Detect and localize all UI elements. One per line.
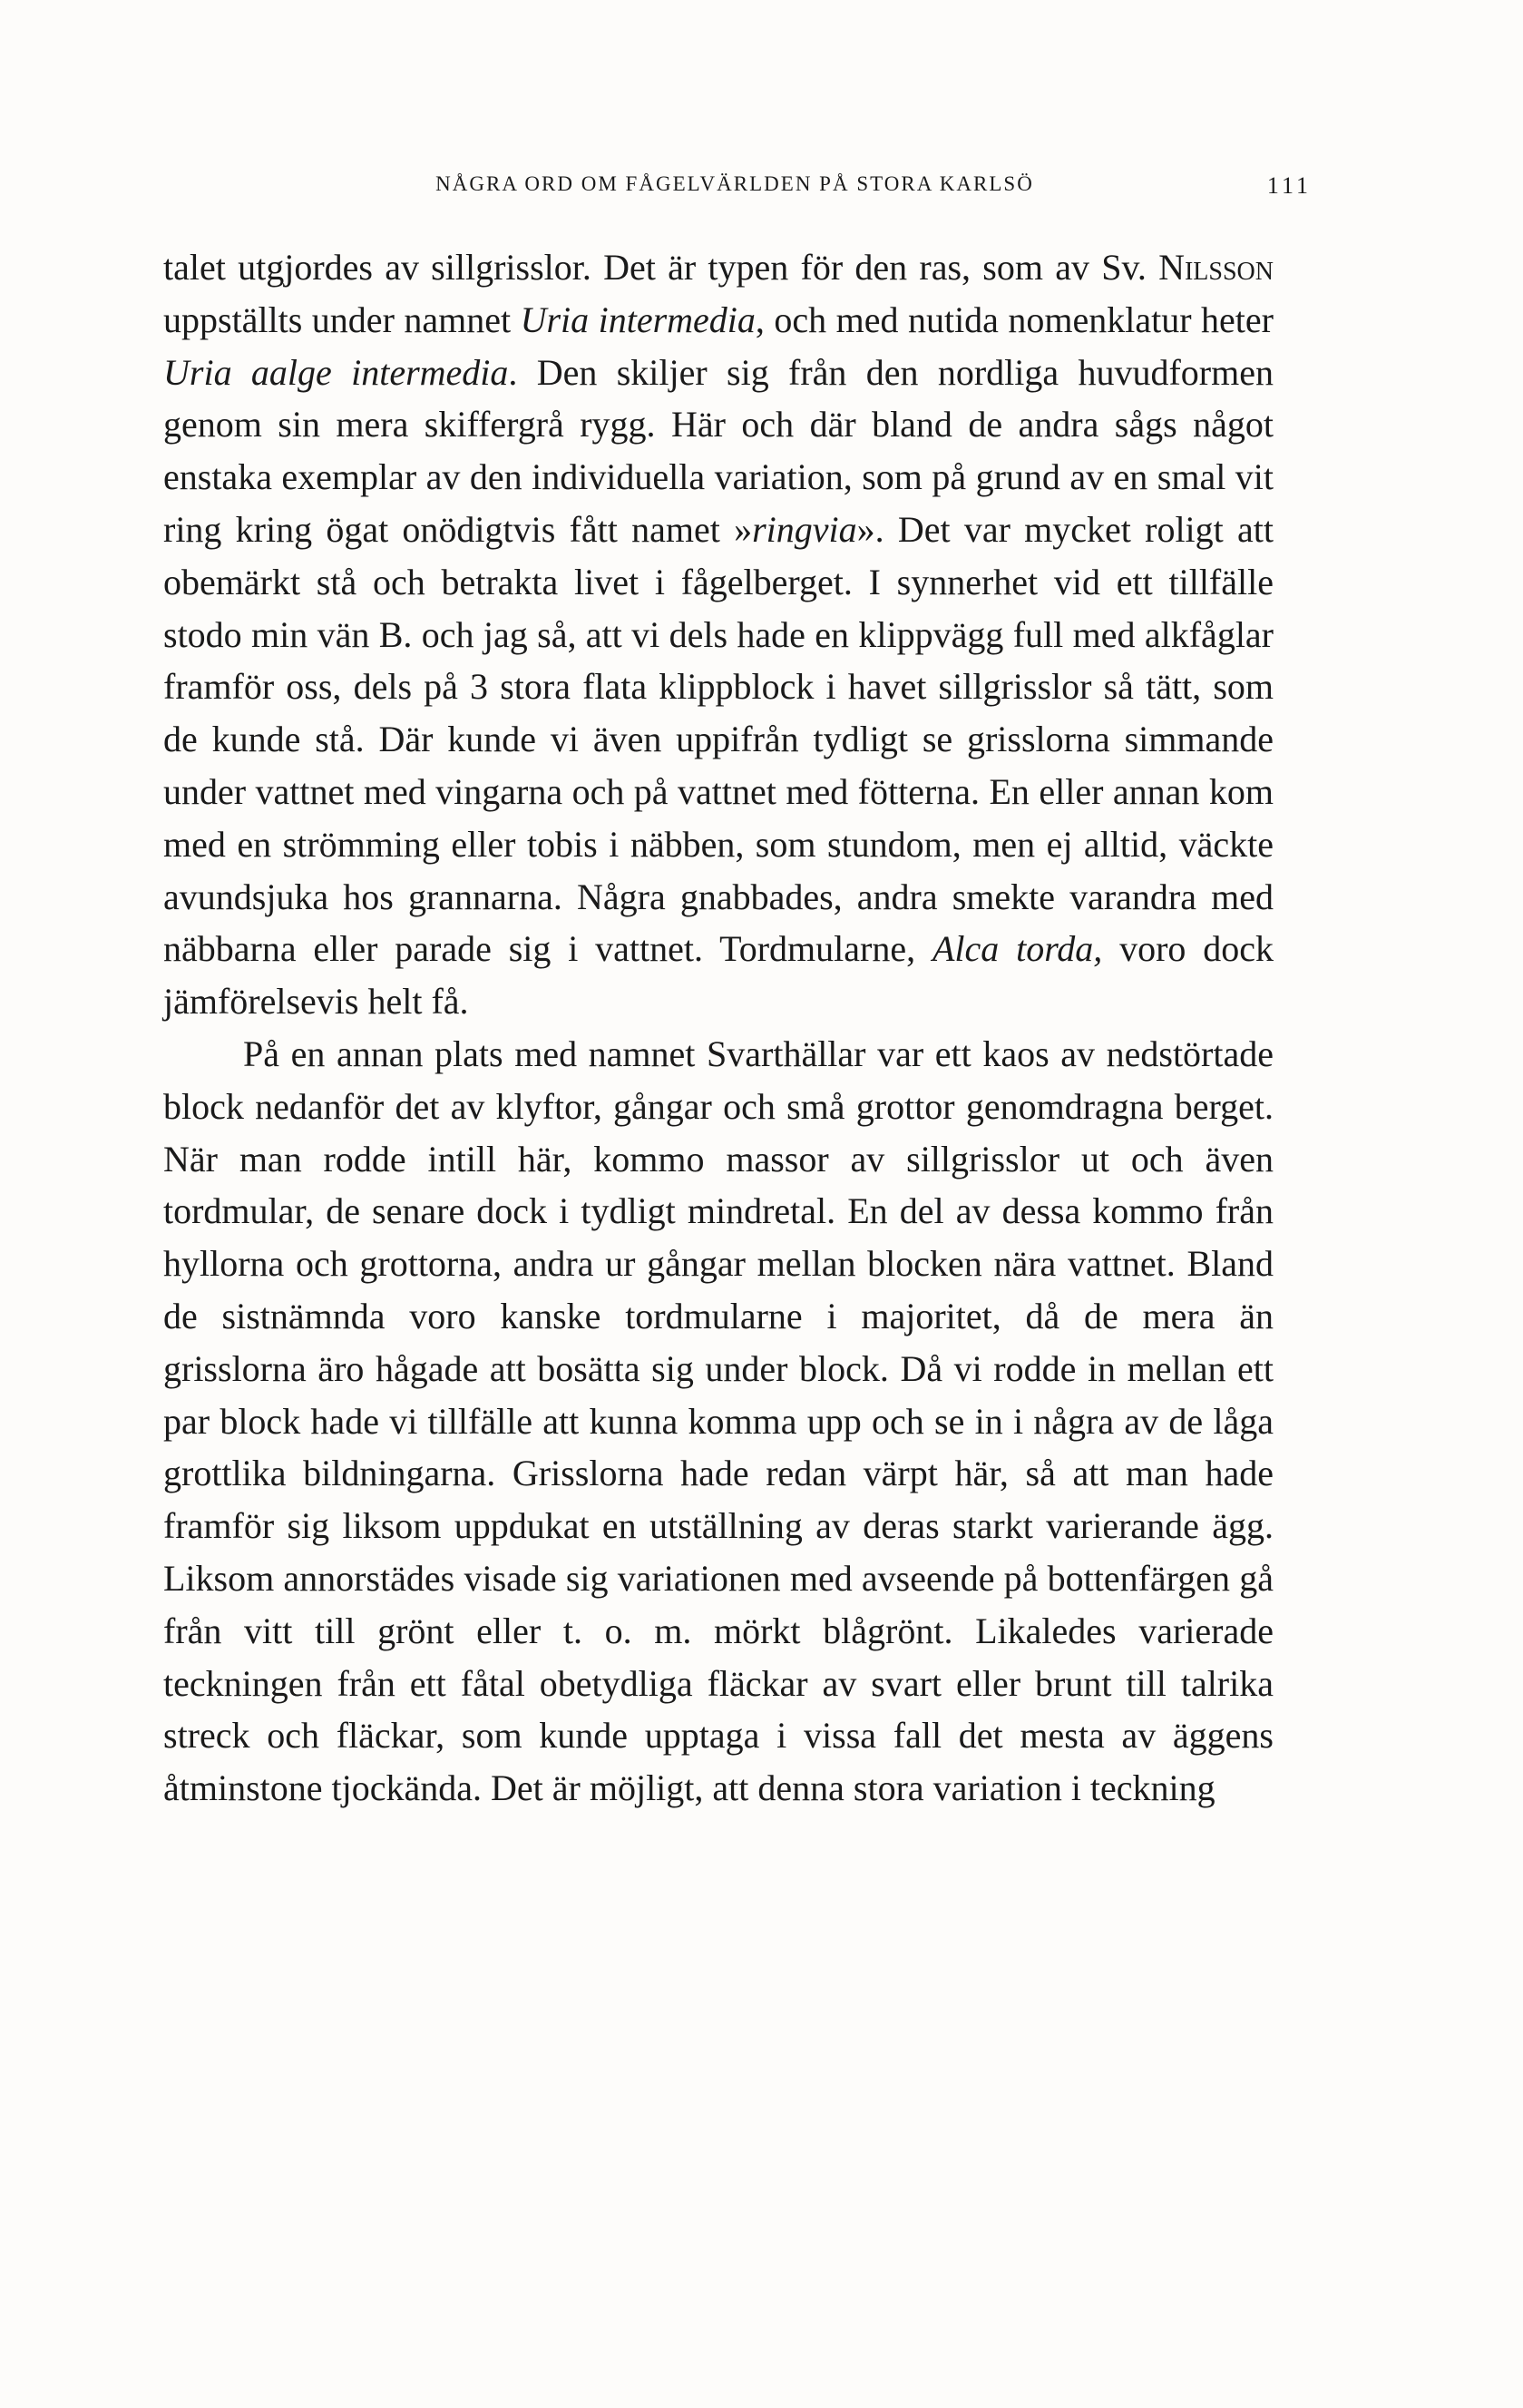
taxon-name: Alca torda, [932, 928, 1103, 970]
paragraph-1-text-a: talet utgjordes av sillgrisslor. Det är typen för den ras, som av Sv. [163, 247, 1159, 288]
body-text [163, 241, 1274, 1815]
running-title: NÅGRA ORD OM FÅGELVÄRLDEN PÅ STORA KARLSÖ [435, 172, 1034, 195]
paragraph-1-text-c: , och med nutida nomenklatur heter [755, 299, 1274, 340]
running-head [163, 172, 1312, 209]
paragraph-1 [163, 241, 1274, 1028]
author-name: Nilsson [1158, 247, 1274, 288]
taxon-name: Uria aalge intermedia [163, 351, 509, 393]
page-number: 111 [1266, 172, 1312, 199]
taxon-name: Uria intermedia [520, 299, 756, 340]
paragraph-1-text-d: . Den skiljer sig från den nordliga huvudformen genom sin mera skiffergrå rygg. Här och där bland de andra sågs något enstaka exemplar av den individuella variation, som på grund av en smal vit ring kring ögat onödigtvis fått namet » [163, 351, 1274, 550]
paragraph-2: På en annan plats med namnet Svarthällar var ett kaos av nedstörtade block nedanför det av klyftor, gångar och små grottor genomdragna berget. När man rodde intill här, kommo massor av sillgrisslor ut och även tordmular, de senare dock i tydligt mindretal. En del av dessa kommo från hyllorna och grottorna, andra ur gångar mellan blocken nära vattnet. Bland de sistnämnda voro kanske tordmularne i majoritet, då de mera än grisslorna äro hågade att bosätta sig under block. Då vi rodde in mellan ett par block hade vi tillfälle att kunna komma upp och se in i några av de låga grottlika bildningarna. Grisslorna hade redan värpt här, så att man hade framför sig liksom uppdukat en utställning av deras starkt varierande ägg. Liksom annorstädes visade sig variationen med avseende på bottenfärgen gå från vitt till grönt eller t. o. m. mörkt blågrönt. Likaledes varierade teckningen från ett fåtal obetydliga fläckar av svart eller brunt till talrika streck och fläckar, som kunde upptaga i vissa fall det mesta av äggens åtminstone tjockända. Det är möjligt, att denna stora variation i teckning [163, 1033, 1274, 1809]
variety-name: ringvia [752, 508, 857, 550]
paragraph-1-text-b: uppställts under namnet [163, 299, 521, 340]
paragraph-1-text-e: ». Det var mycket roligt att obemärkt stå och betrakta livet i fågelberget. I synnerhet vid ett tillfälle stodo min vän B. och jag så, att vi dels hade en klippvägg full med alkfåglar framför oss, dels på 3 stora flata klippblock i havet sillgrisslor så tätt, som de kunde stå. Där kunde vi även uppifrån tydligt se grisslorna simmande under vattnet med vingarna och på vattnet med fötterna. En eller annan kom med en strömming eller tobis i näbben, som stundom, men ej alltid, väckte avundsjuka hos grannarna. Några gnabbades, andra smekte varandra med näbbarna eller parade sig i vattnet. Tordmularne, [163, 508, 1274, 970]
paragraph-1-text-f: voro dock jämförelsevis helt få. [163, 928, 1274, 1023]
